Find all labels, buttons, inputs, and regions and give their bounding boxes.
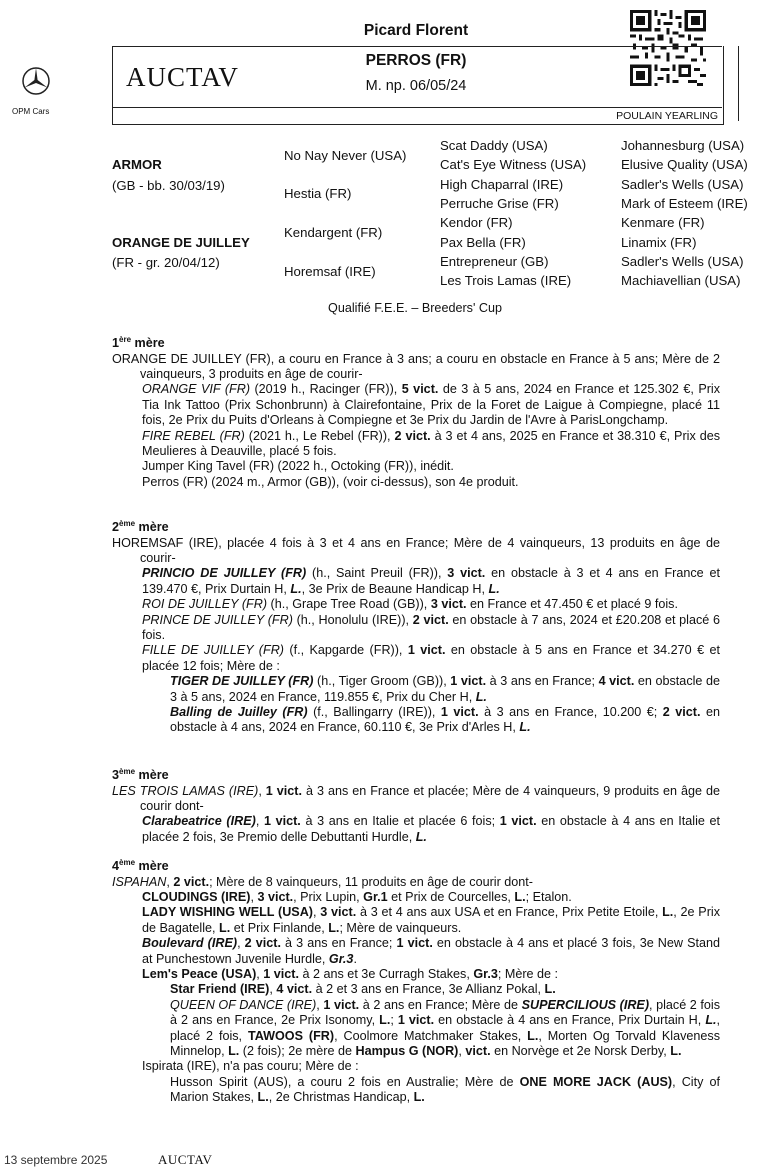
- section-title: 3ème mère: [112, 767, 169, 783]
- owner-name: Picard Florent: [363, 22, 469, 39]
- footer-logo: AUCTAV: [158, 1152, 213, 1167]
- dam-record: LES TROIS LAMAS (IRE), 1 vict. à 3 ans en France et placée; Mère de 4 vainqueurs, 9 produits en âge de courir dont-: [112, 783, 720, 813]
- section-title: 1ère mère: [112, 335, 165, 351]
- mercedes-star-icon: [21, 66, 51, 96]
- produce-entry: Boulevard (IRE), 2 vict. à 3 ans en France; 1 vict. en obstacle à 4 ans et placé 3 fois, 3e New Stand at Punchestown Juvenile Hurdle, Gr.3.: [142, 936, 720, 966]
- pedigree-g3-3: High Chaparral (IRE): [440, 177, 564, 192]
- pedigree-g3-2: Cat's Eye Witness (USA): [440, 157, 587, 172]
- produce-entry: Jumper King Tavel (FR) (2022 h., Octoking (FR)), inédit.: [142, 459, 454, 474]
- produce-entry: ROI DE JUILLEY (FR) (h., Grape Tree Road (GB)), 3 vict. en France et 47.450 € et placé 9 fois.: [142, 597, 678, 612]
- produce-entry: FILLE DE JUILLEY (FR) (f., Kapgarde (FR)), 1 vict. en obstacle à 5 ans en France et 34.270 € et placée 12 fois; Mère de :: [142, 643, 720, 673]
- pedigree-g3-4: Perruche Grise (FR): [440, 196, 559, 211]
- dam-name: ORANGE DE JUILLEY: [112, 235, 250, 250]
- brand-name: OPM Cars: [12, 107, 50, 116]
- dam-record: HOREMSAF (IRE), placée 4 fois à 3 et 4 ans en France; Mère de 4 vainqueurs, 13 produits en âge de courir-: [112, 535, 720, 565]
- horse-name: PERROS (FR): [365, 52, 467, 69]
- footer-date: 13 septembre 2025: [4, 1153, 108, 1167]
- pedigree-g4-2: Elusive Quality (USA): [621, 157, 748, 172]
- pedigree-g4-5: Kenmare (FR): [621, 215, 705, 230]
- produce-entry: FIRE REBEL (FR) (2021 h., Le Rebel (FR)), 2 vict. à 3 et 4 ans, 2025 en France et 38.310 €, Prix des Meulieres à Deauville, placé 5 fois.: [142, 428, 720, 459]
- produce-entry: Balling de Juilley (FR) (f., Ballingarry (IRE)), 1 vict. à 3 ans en France, 10.200 €; 2 vict. en obstacle à 4 ans, 2024 en France, 60.110 €, 3e Prix d'Arles H, L.: [170, 705, 721, 735]
- pedigree-g3-1: Scat Daddy (USA): [440, 138, 548, 153]
- produce-entry: ORANGE VIF (FR) (2019 h., Racinger (FR)), 5 vict. de 3 à 5 ans, 2024 en France et 125.302 €, Prix Tia Ink Tattoo (Prix Schonbrunn) à Clairefontaine, Prix de la Foret de Laigue à Compiegne, placé 11 fois, 2e Prix du Puits d'Orleans à Compiegne et 3e Prix du Jardin de l'Avre à ParisLongchamp.: [142, 382, 721, 428]
- pedigree-g3-5: Kendor (FR): [440, 215, 513, 230]
- section-second-dam: [112, 516, 720, 736]
- dam-info: (FR - gr. 20/04/12): [112, 255, 220, 270]
- produce-entry: Star Friend (IRE), 4 vict. à 2 et 3 ans en France, 3e Allianz Pokal, L.: [170, 982, 556, 997]
- section-title: 4ème mère: [112, 858, 169, 874]
- pedigree-g4-8: Machiavellian (USA): [621, 273, 741, 288]
- horse-dob: M. np. 06/05/24: [365, 78, 467, 94]
- produce-entry: CLOUDINGS (IRE), 3 vict., Prix Lupin, Gr.1 et Prix de Courcelles, L.; Etalon.: [142, 890, 572, 904]
- pedigree-g4-1: Johannesburg (USA): [621, 138, 745, 153]
- produce-entry: LADY WISHING WELL (USA), 3 vict. à 3 et 4 ans aux USA et en France, Prix Petite Etoile, L., 2e Prix de Bagatelle, L. et Prix Finlande, L.; Mère de vainqueurs.: [142, 905, 720, 935]
- sire-name: ARMOR: [112, 157, 162, 172]
- header-right-rule: [738, 46, 739, 121]
- brand-logo: [14, 66, 58, 101]
- section-title: 2ème mère: [112, 519, 169, 535]
- produce-entry: Husson Spirit (AUS), a couru 2 fois en Australie; Mère de ONE MORE JACK (AUS), City of Marion Stakes, L., 2e Christmas Handicap, L.: [170, 1074, 720, 1105]
- pedigree-g3-8: Les Trois Lamas (IRE): [440, 273, 572, 288]
- pedigree-g4-4: Mark of Esteem (IRE): [621, 196, 748, 211]
- pedigree-g2-2: Hestia (FR): [284, 186, 352, 201]
- produce-entry: Ispirata (IRE), n'a pas couru; Mère de :: [142, 1059, 359, 1074]
- dam-record: ISPAHAN, 2 vict.; Mère de 8 vainqueurs, 11 produits en âge de courir dont-: [112, 874, 533, 889]
- sale-category: POULAIN YEARLING: [616, 110, 718, 122]
- produce-entry: Perros (FR) (2024 m., Armor (GB)), (voir ci-dessus), son 4e produit.: [142, 474, 519, 489]
- section-first-dam: [112, 332, 720, 490]
- pedigree-g2-1: No Nay Never (USA): [284, 148, 407, 163]
- produce-entry: TIGER DE JUILLEY (FR) (h., Tiger Groom (GB)), 1 vict. à 3 ans en France; 4 vict. en obstacle de 3 à 5 ans, 2024 en France, 119.855 €, Prix du Cher H, L.: [170, 674, 720, 704]
- pedigree-g4-3: Sadler's Wells (USA): [621, 177, 744, 192]
- produce-entry: PRINCE DE JUILLEY (FR) (h., Honolulu (IRE)), 2 vict. en obstacle à 7 ans, 2024 et £20.208 et placé 6 fois.: [142, 612, 721, 643]
- pedigree-g3-7: Entrepreneur (GB): [440, 254, 549, 269]
- produce-entry: PRINCIO DE JUILLEY (FR) (h., Saint Preuil (FR)), 3 vict. en obstacle à 3 et 4 ans en France et 139.470 €, Prix Durtain H, L., 3e Prix de Beaune Handicap H, L.: [142, 566, 721, 596]
- qualified-note: Qualifié F.E.E. – Breeders' Cup: [328, 301, 502, 315]
- produce-entry: QUEEN OF DANCE (IRE), 1 vict. à 2 ans en France; Mère de SUPERCILIOUS (IRE), placé 2 fois à 2 ans en France, 2e Prix Isonomy, L.; 1 vict. en obstacle à 4 ans en France, Prix Durtain H, L., placé 2 fois, TAWOOS (FR), Coolmore Matchmaker Stakes, L., Morten Og Torvald Klaveness Minnelop, L. (2 fois); 2e mère de Hampus G (NOR), vict. en Norvège et 2e Norsk Derby, L.: [170, 997, 721, 1059]
- sire-info: (GB - bb. 30/03/19): [112, 178, 225, 193]
- auctav-logo: AUCTAV: [126, 62, 239, 92]
- pedigree-g4-7: Sadler's Wells (USA): [621, 254, 744, 269]
- pedigree-g2-3: Kendargent (FR): [284, 225, 383, 240]
- produce-entry: Clarabeatrice (IRE), 1 vict. à 3 ans en Italie et placée 6 fois; 1 vict. en obstacle à 4 ans en Italie et placée 2 fois, 3e Premio delle Debuttanti Hurdle, L.: [142, 814, 721, 844]
- section-third-dam: [112, 764, 720, 845]
- pedigree-g2-4: Horemsaf (IRE): [284, 264, 376, 279]
- produce-entry: Lem's Peace (USA), 1 vict. à 2 ans et 3e Curragh Stakes, Gr.3; Mère de :: [142, 967, 559, 982]
- pedigree-g4-6: Linamix (FR): [621, 235, 697, 250]
- header-divider: [112, 107, 722, 108]
- pedigree-g3-6: Pax Bella (FR): [440, 235, 526, 250]
- dam-record: ORANGE DE JUILLEY (FR), a couru en France à 3 ans; a couru en obstacle en France à 5 ans; Mère de 2 vainqueurs, 3 produits en âge de courir-: [112, 351, 720, 381]
- section-fourth-dam: [112, 855, 720, 1106]
